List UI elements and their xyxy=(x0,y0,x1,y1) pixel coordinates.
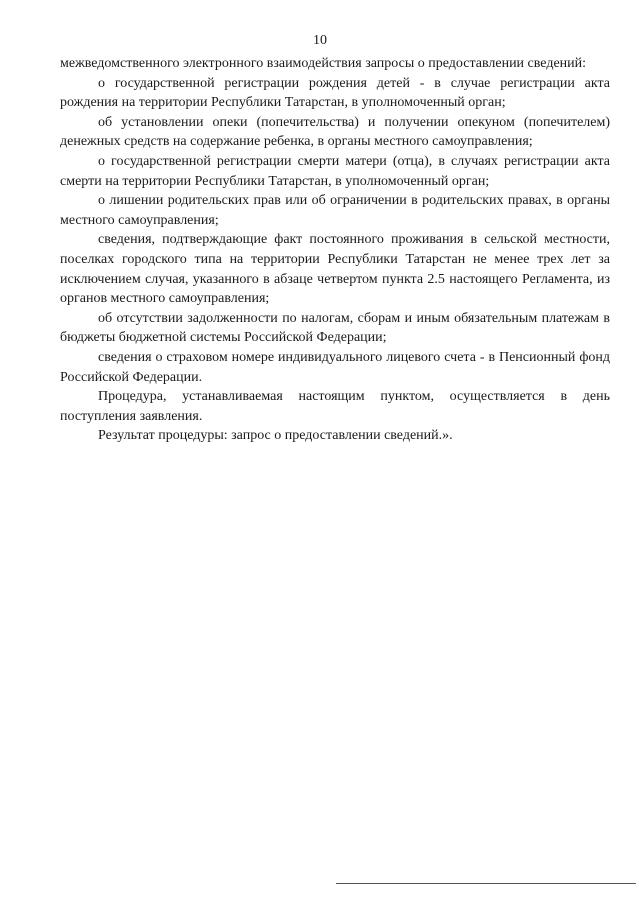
bottom-rule xyxy=(336,883,636,884)
paragraph: сведения, подтверждающие факт постоянного проживания в сельской местности, поселках городского типа на территории Республики Татарстан не менее трех лет за исключением случая, указанного в абзаце четвертом пункта 2.5 настоящего Регламента, из органов местного самоуправления; xyxy=(60,232,610,307)
paragraph: сведения о страховом номере индивидуального лицевого счета - в Пенсионный фонд Российской Федерации. xyxy=(60,349,610,385)
paragraph: об установлении опеки (попечительства) и получении опекуном (попечителем) денежных средств на содержание ребенка, в органы местного самоуправления; xyxy=(60,114,610,150)
page-number: 10 xyxy=(313,33,327,48)
paragraph: об отсутствии задолженности по налогам, сборам и иным обязательным платежам в бюджеты бюджетной системы Российской Федерации; xyxy=(60,310,610,346)
paragraph: о государственной регистрации рождения детей - в случае регистрации акта рождения на территории Республики Татарстан, в уполномоченный орган; xyxy=(60,75,610,111)
paragraph: Процедура, устанавливаемая настоящим пунктом, осуществляется в день поступления заявления. xyxy=(60,389,610,424)
paragraph: о государственной регистрации смерти матери (отца), в случаях регистрации акта смерти на территории Республики Татарстан, в уполномоченный орган; xyxy=(60,153,610,189)
paragraph: межведомственного электронного взаимодействия запросы о предоставлении сведений: xyxy=(60,56,587,71)
paragraph: Результат процедуры: запрос о предоставлении сведений.». xyxy=(98,428,453,444)
document-body xyxy=(60,54,610,446)
paragraph: о лишении родительских прав или об ограничении в родительских правах, в органы местного самоуправления; xyxy=(60,193,610,228)
